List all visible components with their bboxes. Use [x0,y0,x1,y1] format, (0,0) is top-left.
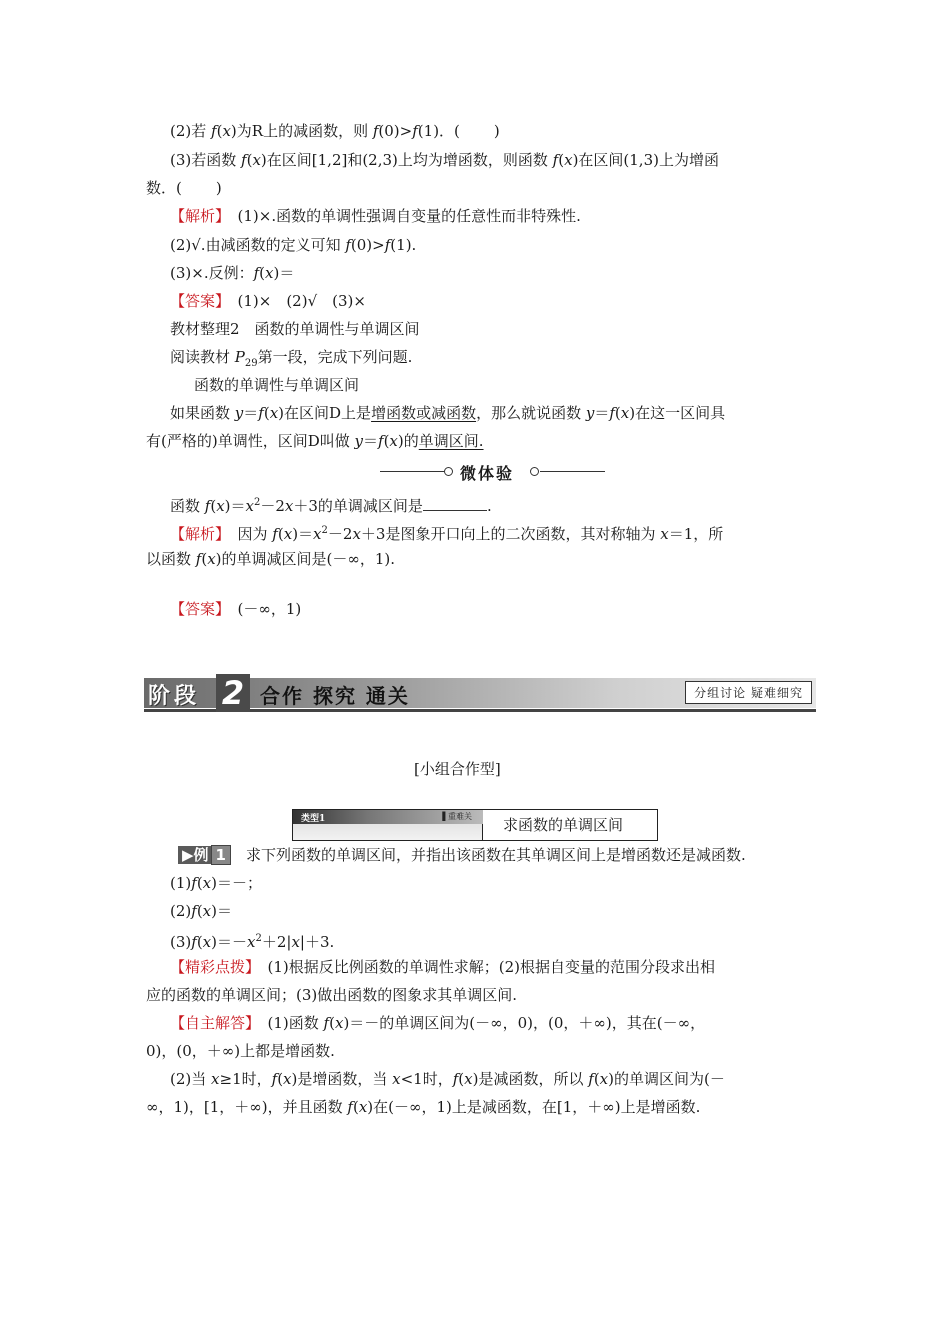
question-2: (2)若 f(x)为R上的减函数，则 f(0)>f(1)．( ) [170,122,500,140]
example-badge: ▶例 1 [178,844,231,866]
definition-2: 有(严格的)单调性，区间D叫做 y＝f(x)的单调区间. [146,432,484,450]
type-box [292,809,658,841]
analysis-2: (2)√.由减函数的定义可知 f(0)>f(1). [170,236,417,254]
section-heading: 教材整理2 函数的单调性与单调区间 [170,320,420,338]
group-type-heading: [小组合作型] [414,760,501,778]
example-part-1: (1)f(x)＝－； [170,874,262,892]
example-part-2: (2)f(x)＝ [170,902,232,920]
stage-title: 合作 探究 通关 [260,684,410,708]
stage-number: 2 [216,674,250,712]
hint-1: 【精彩点拨】 (1)根据反比例函数的单调性求解；(2)根据自变量的范围分段求出相 [170,958,716,976]
micro-experience-label: 微体验 [460,464,515,483]
fill-blank [423,495,487,511]
solution-1-cont: 0)，(0，＋∞)上都是增函数. [146,1042,335,1060]
divider-dot-left [444,467,453,476]
stage-label: 阶段 [148,684,201,709]
answer-line: 【答案】 (1)× (2)√ (3)× [170,292,366,310]
exercise-analysis-1: 【解析】 因为 $f(x)=x^2-2x+3$是图象开口向上的二次函数，其对称轴为 x＝1，所 [170,525,724,543]
analysis-3: (3)×.反例：f(x)＝ [170,264,295,282]
question-3-cont: 数．( ) [146,179,222,197]
exercise-answer: 【答案】 (－∞，1) [170,600,302,618]
example-question: ▶例 1 求下列函数的单调区间，并指出该函数在其单调区间上是增函数还是减函数. [178,844,746,868]
solution-2: (2)当 x≥1时，f(x)是增函数，当 x<1时，f(x)是减函数，所以 f(x)的单调区间为(－ [170,1070,725,1088]
micro-experience-divider [380,460,605,484]
solution-1: 【自主解答】 (1)函数 f(x)＝－的单调区间为(－∞，0)，(0，＋∞)，其在(－∞， [170,1014,706,1032]
type-box-label-area [293,810,483,840]
divider-line-left [380,471,444,472]
exercise-question: 函数 $f(x)=x^2-2x+3$的单调减区间是 . [170,497,492,515]
reading-instruction: 阅读教材 $P_{29}$第一段，完成下列问题. [170,348,413,369]
stage-tag: 分组讨论 疑难细究 [685,681,812,704]
stage-banner [144,676,816,712]
divider-line-right [540,471,605,472]
example-part-3: $(3)f(x)=-x^2+2|x|+3$. [170,933,335,951]
exercise-analysis-2: 以函数 f(x)的单调减区间是(－∞，1). [146,550,396,568]
divider-dot-right [530,467,539,476]
hint-2: 应的函数的单调区间；(3)做出函数的图象求其单调区间. [146,986,518,1004]
analysis-1: 【解析】 (1)×.函数的单调性强调自变量的任意性而非特殊性. [170,207,581,225]
solution-2-cont: ∞，1)，[1，＋∞)，并且函数 f(x)在(－∞，1)上是减函数，在[1，＋∞)上是增函数. [146,1098,701,1116]
subheading: 函数的单调性与单调区间 [194,376,360,394]
definition-1: 如果函数 y＝f(x)在区间D上是增函数或减函数，那么就说函数 y＝f(x)在这一区间具 [170,404,726,422]
type-title: 求函数的单调区间 [503,816,624,834]
difficulty-label: ▐ 重难关 [439,812,472,821]
question-3: (3)若函数 f(x)在区间[1,2]和(2,3)上均为增函数，则函数 f(x)在区间(1,3)上为增函 [170,151,719,169]
type-label: 类型1 [301,814,326,824]
